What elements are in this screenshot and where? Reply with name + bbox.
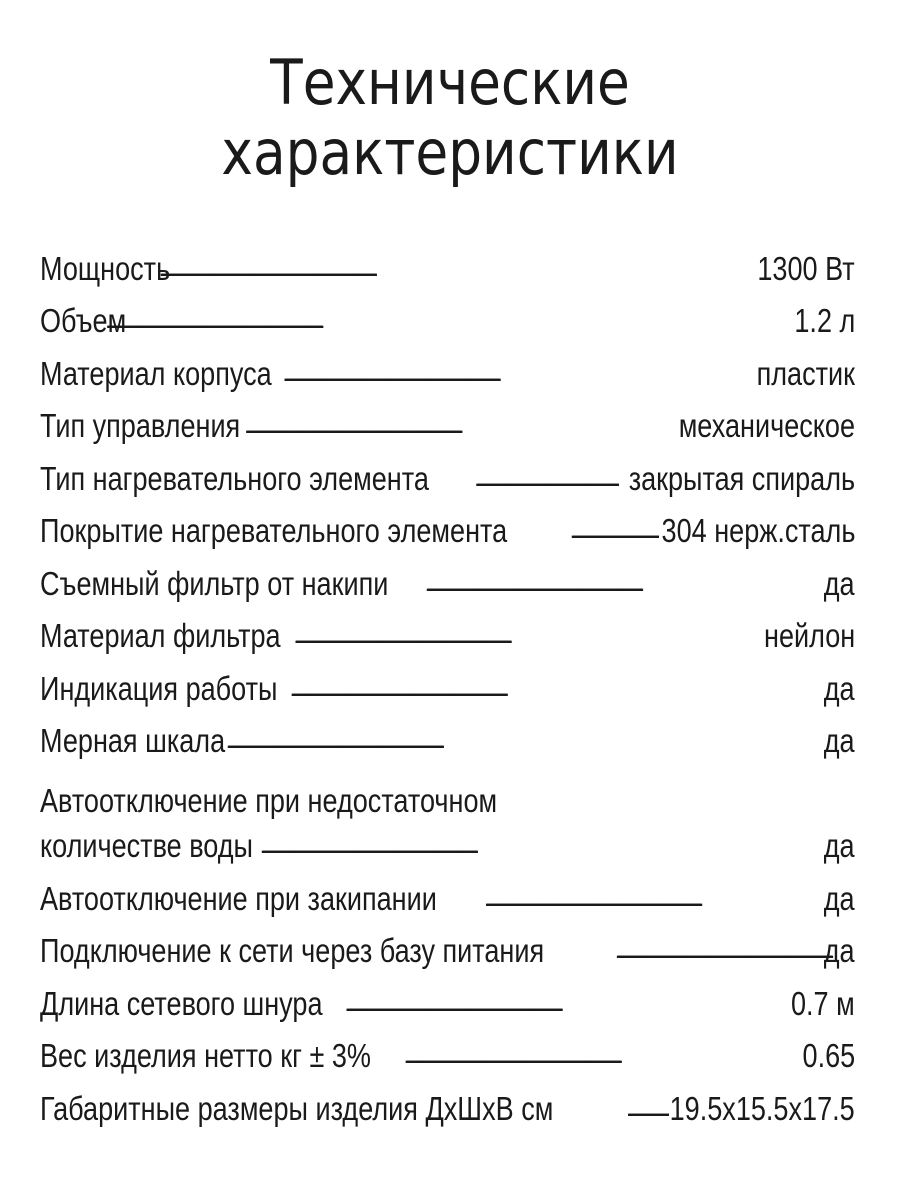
spec-label-line-1: Автоотключение при недостаточном	[40, 782, 498, 819]
spec-row-heating-element-type	[40, 454, 855, 507]
spec-row-body-material	[40, 349, 855, 402]
dot-leader	[260, 826, 855, 866]
dot-leader	[484, 879, 855, 919]
spec-value: да	[824, 932, 855, 969]
dot-leader	[615, 931, 855, 971]
spec-label: количестве воды	[40, 827, 253, 864]
spec-row-control-type	[40, 402, 855, 455]
page-title-line-1: Технические	[270, 46, 630, 119]
spec-value: 0.7 м	[791, 984, 855, 1022]
page-title	[63, 48, 837, 188]
spec-value: да	[824, 879, 855, 917]
spec-label: Мерная шкала	[40, 722, 226, 759]
spec-label: Тип управления	[40, 407, 241, 444]
dot-leader	[105, 301, 821, 341]
spec-label: Объем	[40, 302, 127, 339]
spec-row-auto-off-boil	[40, 874, 855, 927]
dot-leader	[474, 459, 619, 499]
spec-value: пластик	[756, 354, 855, 392]
spec-label: Габаритные размеры изделия ДхШхВ см	[40, 1089, 554, 1127]
spec-row-volume	[40, 297, 855, 350]
spec-label: Вес изделия нетто кг ± 3%	[40, 1037, 371, 1074]
spec-row-heating-element-coating	[40, 507, 855, 560]
spec-value: механическое	[678, 407, 855, 444]
spec-value: 304 нерж.сталь	[661, 512, 855, 549]
dot-leader	[226, 721, 855, 761]
spec-value: 19.5х15.5х17.5	[669, 1089, 855, 1127]
spec-value: закрытая спираль	[628, 459, 855, 497]
spec-row-dry-boil-protection	[40, 769, 855, 874]
spec-value: 0.65	[802, 1037, 855, 1074]
spec-row-cord-length	[40, 979, 855, 1032]
spec-row-measuring-scale	[40, 717, 855, 770]
page-title-line-2: характеристики	[221, 116, 679, 189]
spec-label: Покрытие нагревательного элемента	[40, 512, 508, 549]
dot-leader	[345, 984, 818, 1024]
dot-leader	[425, 564, 855, 604]
spec-value: 1.2 л	[794, 302, 855, 339]
dot-leader	[404, 1036, 831, 1076]
spec-value: да	[824, 564, 855, 602]
spec-row-removable-filter	[40, 559, 855, 612]
dot-leader	[626, 1089, 669, 1129]
dot-leader	[290, 669, 855, 709]
spec-value: да	[824, 827, 855, 864]
dot-leader	[283, 354, 776, 394]
spec-value: да	[824, 669, 855, 707]
spec-row-filter-material	[40, 612, 855, 665]
spec-value: нейлон	[763, 617, 855, 654]
spec-label: Съемный фильтр от накипи	[40, 564, 389, 602]
spec-label: Подключение к сети через базу питания	[40, 932, 545, 969]
spec-label: Длина сетевого шнура	[40, 984, 323, 1022]
dot-leader	[244, 406, 680, 446]
spec-label: Мощность	[40, 249, 171, 287]
spec-row-power	[40, 244, 855, 297]
spec-row-dimensions	[40, 1084, 855, 1137]
spec-row-net-weight	[40, 1032, 855, 1085]
spec-label: Материал фильтра	[40, 617, 281, 654]
spec-value: 1300 Вт	[757, 249, 855, 287]
dot-leader	[570, 511, 659, 551]
spec-row-base-connection	[40, 927, 855, 980]
spec-label: Материал корпуса	[40, 354, 272, 392]
dot-leader	[159, 249, 777, 289]
spec-label: Автоотключение при закипании	[40, 879, 437, 917]
spec-row-power-indicator	[40, 664, 855, 717]
spec-label: Индикация работы	[40, 669, 278, 707]
dot-leader	[293, 616, 783, 656]
spec-list	[40, 244, 855, 1137]
spec-label: Тип нагревательного элемента	[40, 459, 429, 497]
spec-value: да	[824, 722, 855, 759]
